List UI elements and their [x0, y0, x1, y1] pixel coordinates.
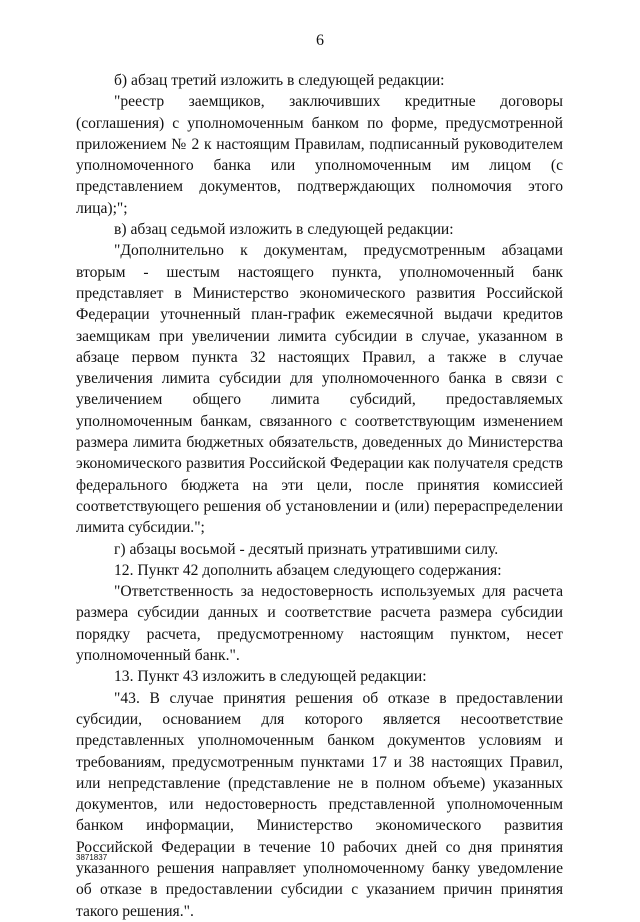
paragraph-subitem-g: г) абзацы восьмой - десятый признать утратившими силу. [114, 540, 499, 558]
paragraph-item-12: 12. Пункт 42 дополнить абзацем следующего содержания: [114, 561, 502, 579]
paragraph-borrower-registry: "реестр заемщиков, заключивших кредитные договоры (соглашения) с уполномоченным банком по форме, предусмотренной приложением № 2 к настоящим Правилам, подписанный руководителем уполномоченного банка или уполномоченным им лицом (с представлением документов, подтверждающих полномочия этого лица);"; [76, 93, 563, 217]
paragraph-responsibility: "Ответственность за недостоверность используемых для расчета размера субсидии данных и соответствие расчета размера субсидии порядку расчета, предусмотренному настоящим пунктом, несет уполномоченный банк.". [76, 583, 563, 665]
page-number: 6 [316, 32, 324, 49]
document-body [76, 70, 563, 922]
paragraph-refusal-decision: "43. В случае принятия решения об отказе в предоставлении субсидии, основанием для которого является несоответствие представленных уполномоченным банком документов условиям и требованиям, предусмотренным пунктами 17 и 38 настоящих Правил, или непредставление (представление не в полном объеме) указанных документов, или недостоверность представленной уполномоченным банком информации, Министерство экономического развития Российской Федерации в течение 10 рабочих дней со дня принятия указанного решения направляет уполномоченному банку уведомление об отказе в предоставлении субсидии с указанием причин принятия такого решения.". [76, 689, 563, 920]
paragraph-subitem-v: в) абзац седьмой изложить в следующей редакции: [114, 221, 454, 239]
paragraph-additional-documents: "Дополнительно к документам, предусмотренным абзацами вторым - шестым настоящего пункта, уполномоченный банк представляет в Министерство экономического развития Российской Федерации уточненный план-график ежемесячной выдачи кредитов заемщикам при увеличении лимита субсидии в случае, указанном в абзаце первом пункта 32 настоящих Правил, а также в случае увеличения лимита субсидии для уполномоченного банка в связи с увеличением общего лимита субсидий, предоставляемых уполномоченным банкам, связанного с соответствующим изменением размера лимита бюджетных обязательств, доведенных до Министерства экономического развития Российской Федерации как получателя средств федерального бюджета на эти цели, после принятия комиссией соответствующего решения об установлении и (или) перераспределении лимита субсидии."; [76, 242, 563, 537]
paragraph-item-13: 13. Пункт 43 изложить в следующей редакции: [114, 668, 427, 686]
document-code: 3871837 [76, 853, 108, 862]
paragraph-subitem-b: б) абзац третий изложить в следующей редакции: [114, 72, 445, 89]
